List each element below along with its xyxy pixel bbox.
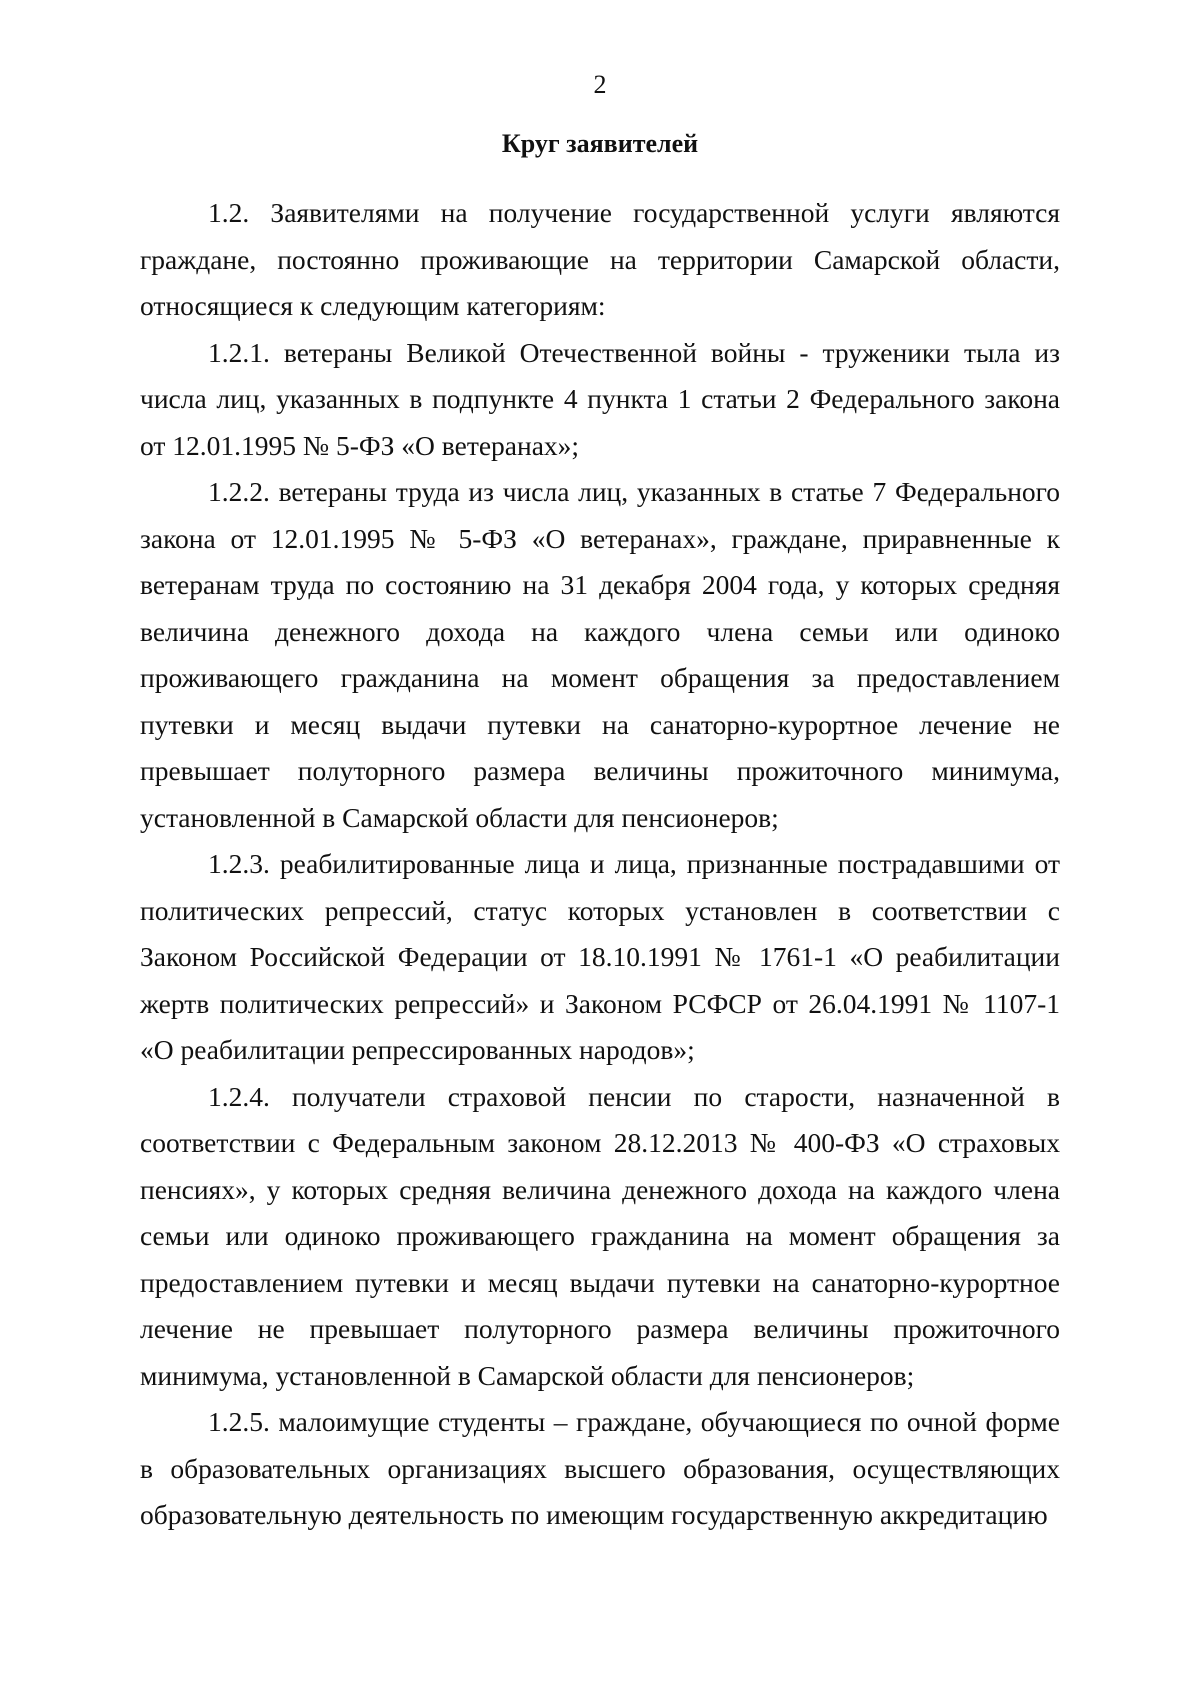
page-number: 2 <box>593 70 607 99</box>
section-title: Круг заявителей <box>501 129 699 158</box>
paragraph-1-2-3: 1.2.3. реабилитированные лица и лица, признанные пострадавшими от политических репрессий, статус которых установлен в соответствии с Законом Российской Федерации от 18.10.1991 № 1761-1 «О реабилитации жертв политических репрессий» и Законом РСФСР от 26.04.1991 № 1107-1 «О реабилитации репрессированных народов»; <box>140 848 1060 1065</box>
paragraph-1-2-2: 1.2.2. ветераны труда из числа лиц, указанных в статье 7 Федерального закона от 12.01.1995 № 5-ФЗ «О ветеранах», граждане, приравненные к ветеранам труда по состоянию на 31 декабря 2004 года, у которых средняя величина денежного дохода на каждого члена семьи или одиноко проживающего гражданина на момент обращения за предоставлением путевки и месяц выдачи путевки на санаторно-курортное лечение не превышает полуторного размера величины прожиточного минимума, установленной в Самарской области для пенсионеров; <box>140 476 1060 833</box>
paragraph-1-2-1: 1.2.1. ветераны Великой Отечественной войны - труженики тыла из числа лиц, указанных в подпункте 4 пункта 1 статьи 2 Федерального закона от 12.01.1995 № 5-ФЗ «О ветеранах»; <box>140 336 1060 461</box>
paragraph-1-2-4: 1.2.4. получатели страховой пенсии по старости, назначенной в соответствии с Федеральным законом 28.12.2013 № 400-ФЗ «О страховых пенсиях», у которых средняя величина денежного дохода на каждого члена семьи или одиноко проживающего гражданина на момент обращения за предоставлением путевки и месяц выдачи путевки на санаторно-курортное лечение не превышает полуторного размера величины прожиточного минимума, установленной в Самарской области для пенсионеров; <box>140 1080 1060 1391</box>
paragraph-1-2-5: 1.2.5. малоимущие студенты – граждане, обучающиеся по очной форме в образовательных организациях высшего образования, осуществляющих образовательную деятельность по имеющим государственную аккредитацию <box>140 1406 1060 1530</box>
document-body <box>140 190 1060 1539</box>
paragraph-1-2: 1.2. Заявителями на получение государственной услуги являются граждане, постоянно проживающие на территории Самарской области, относящиеся к следующим категориям: <box>140 197 1060 321</box>
